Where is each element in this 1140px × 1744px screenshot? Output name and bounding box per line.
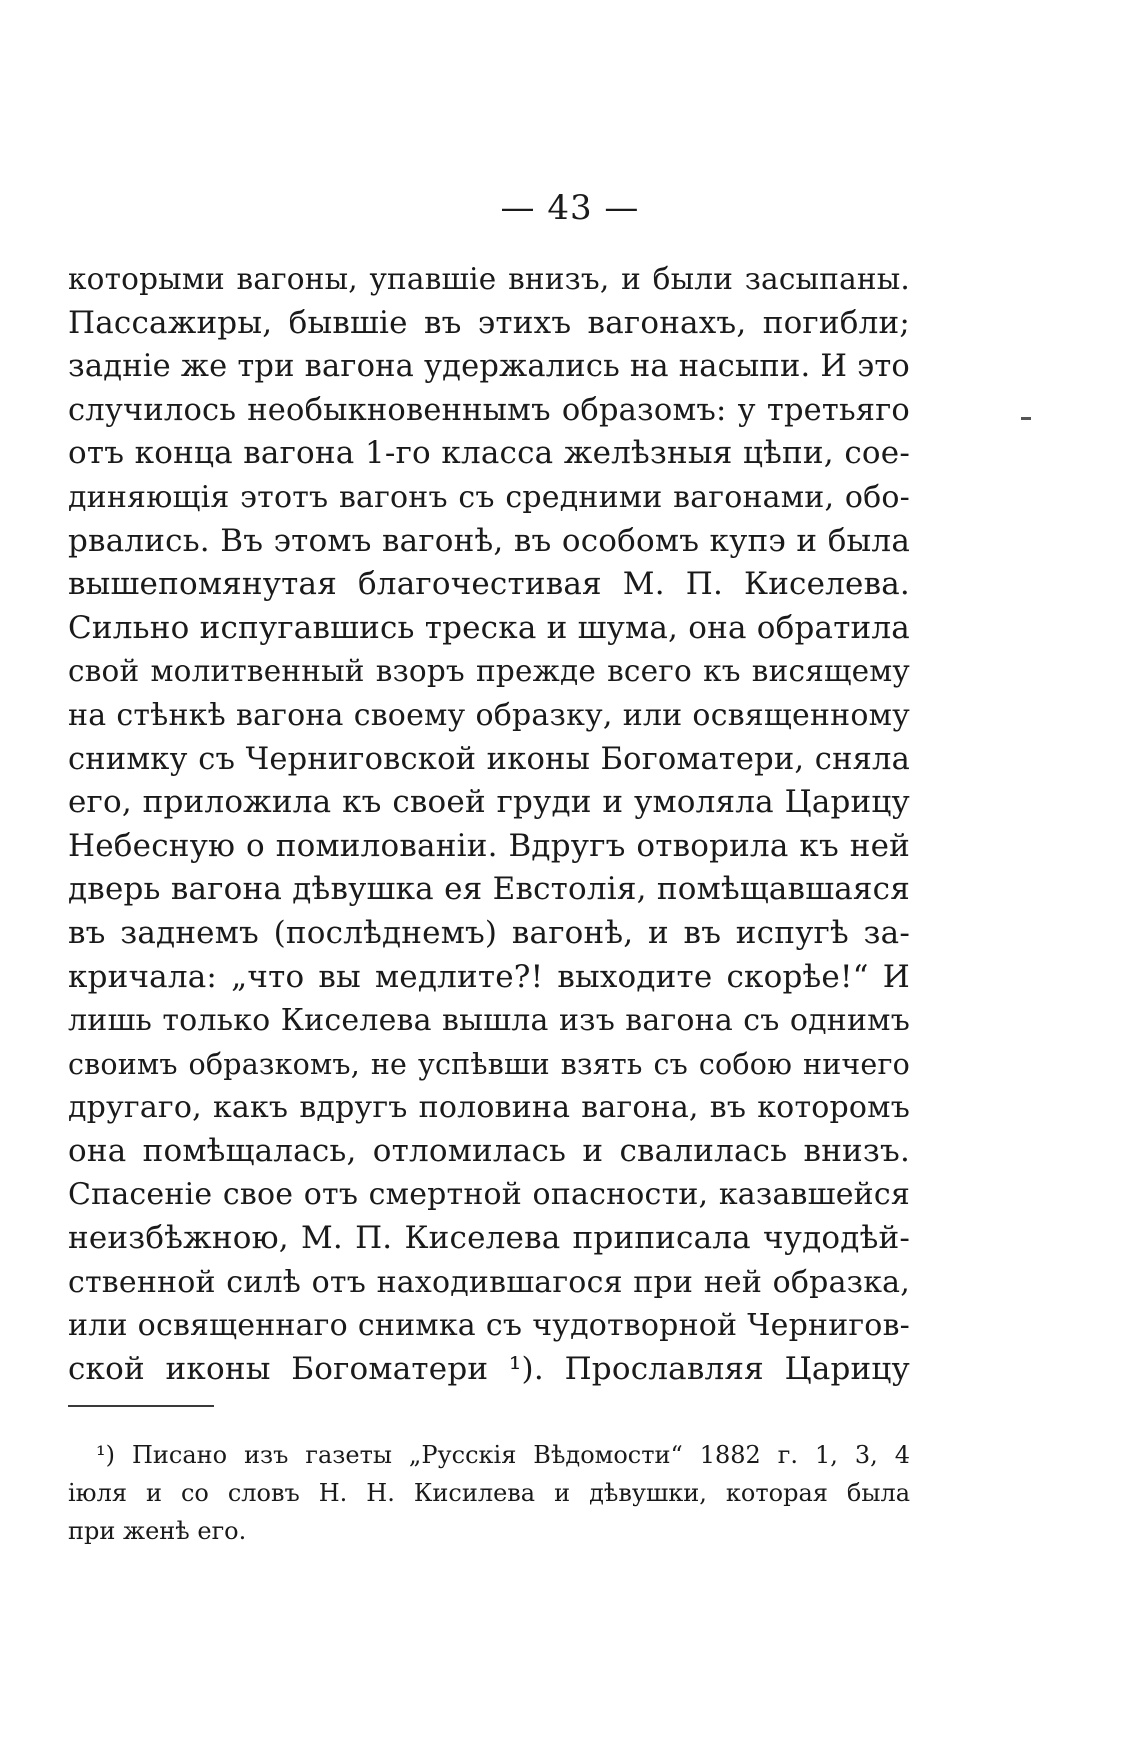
footnotes	[68, 1436, 910, 1550]
page-number: — 43 —	[500, 188, 640, 228]
text-line: ской иконы Богоматери ¹). Прославляя Царицу	[68, 1350, 910, 1387]
text-line: кричала: „что вы медлите?! выходите скорѣе!“ И	[68, 958, 910, 995]
text-line: его, приложила къ своей груди и умоляла Царицу	[68, 784, 910, 821]
text-line: свой молитвенный взоръ прежде всего къ висящему	[68, 654, 910, 689]
text-line: снимку съ Черниговской иконы Богоматери, сняла	[68, 741, 910, 777]
text-line: Небесную о помилованіи. Вдругъ отворила къ ней	[68, 827, 910, 864]
text-line: Пассажиры, бывшіе въ этихъ вагонахъ, погибли;	[68, 304, 910, 341]
text-line: ственной силѣ отъ находившагося при ней образка,	[68, 1264, 910, 1300]
text-line: которыми вагоны, упавшіе внизъ, и были засыпаны.	[68, 262, 910, 296]
text-line: задніе же три вагона удержались на насыпи. И это	[68, 349, 910, 385]
text-line: Сильно испугавшись треска и шума, она обратила	[68, 609, 910, 646]
margin-mark	[1021, 417, 1031, 420]
text-line: отъ конца вагона 1-го класса желѣзныя цѣпи, сое-	[68, 435, 910, 472]
footnote-line: при женѣ его.	[68, 1517, 247, 1545]
text-line: диняющія этотъ вагонъ съ средними вагонами, обо-	[68, 479, 910, 515]
text-line: она помѣщалась, отломилась и свалилась внизъ.	[68, 1132, 910, 1169]
text-line: случилось необыкновеннымъ образомъ: у третьяго	[68, 392, 910, 428]
footnote-line: ¹) Писано изъ газеты „Русскія Вѣдомости“ 1882 г. 1, 3, 4	[96, 1441, 910, 1469]
text-line: неизбѣжною, М. П. Киселева приписала чудодѣй-	[68, 1220, 910, 1257]
text-line: Спасеніе свое отъ смертной опасности, казавшейся	[68, 1177, 910, 1213]
text-line: или освященнаго снимка съ чудотворной Чернигов-	[68, 1308, 910, 1344]
text-line: другаго, какъ вдругъ половина вагона, въ которомъ	[68, 1090, 910, 1126]
footnote-separator	[68, 1405, 214, 1407]
text-line: лишь только Киселева вышла изъ вагона съ однимъ	[68, 1003, 910, 1039]
text-line: вышепомянутая благочестивая М. П. Киселева.	[68, 566, 910, 603]
footnote-line: іюля и со словъ Н. Н. Кисилева и дѣвушки, которая была	[68, 1479, 910, 1507]
text-line: дверь вагона дѣвушка ея Евстолія, помѣщавшаяся	[68, 871, 910, 908]
text-line: въ заднемъ (послѣднемъ) вагонѣ, и въ испугѣ за-	[68, 914, 910, 951]
text-line: на стѣнкѣ вагона своему образку, или освященному	[68, 697, 910, 733]
text-line: рвались. Въ этомъ вагонѣ, въ особомъ купэ и была	[68, 522, 910, 559]
body-text	[68, 258, 910, 1391]
text-line: своимъ образкомъ, не успѣвши взять съ собою ничего	[68, 1047, 910, 1081]
